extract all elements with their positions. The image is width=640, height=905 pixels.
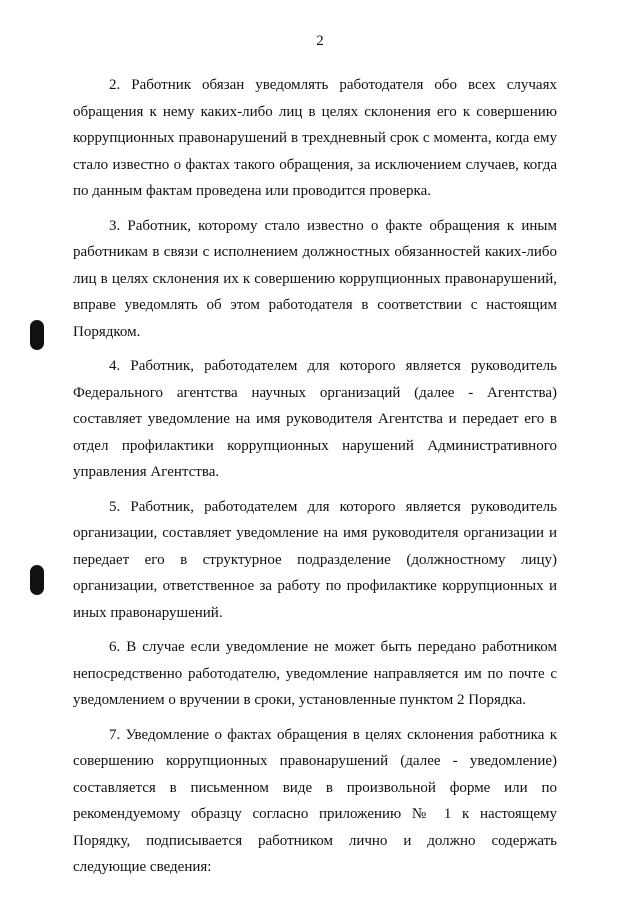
paragraph-6: 6. В случае если уведомление не может быть передано работником непосредственно работодателю, уведомление направляется им по почте с уведомлением о вручении в сроки, установленные пунктом 2 Порядка.	[73, 639, 557, 708]
page-number: 2	[316, 33, 324, 49]
paragraph-3: 3. Работник, которому стало известно о факте обращения к иным работникам в связи с исполнением должностных обязанностей каких-либо лиц в целях склонения их к совершению коррупционных правонарушений, вправе уведомлять об этом работодателя в соответствии с настоящим Порядком.	[73, 217, 557, 340]
paragraph-5: 5. Работник, работодателем для которого является руководитель организации, составляет уведомление на имя руководителя организации и передает его в структурное подразделение (должностному лицу) организации, ответственное за работу по профилактике коррупционных и иных правонарушений.	[73, 498, 557, 621]
document-body	[73, 72, 557, 889]
paragraph-7: 7. Уведомление о фактах обращения в целях склонения работника к совершению коррупционных правонарушений (далее - уведомление) составляется в письменном виде в произвольной форме или по рекомендуемому образцу согласно приложению № 1 к настоящему Порядку, подписывается работником лично и должно содержать следующие сведения:	[73, 726, 557, 875]
paragraph-2: 2. Работник обязан уведомлять работодателя обо всех случаях обращения к нему каких-либо лиц в целях склонения его к совершению коррупционных правонарушений в трехдневный срок с момента, когда ему стало известно о фактах такого обращения, за исключением случаев, когда по данным фактам проведена или проводится проверка.	[73, 77, 557, 199]
binder-hole	[30, 565, 44, 595]
paragraph-4: 4. Работник, работодателем для которого является руководитель Федерального агентства научных организаций (далее - Агентства) составляет уведомление на имя руководителя Агентства и передает его в отдел профилактики коррупционных нарушений Административного управления Агентства.	[73, 358, 557, 480]
binder-hole	[30, 320, 44, 350]
